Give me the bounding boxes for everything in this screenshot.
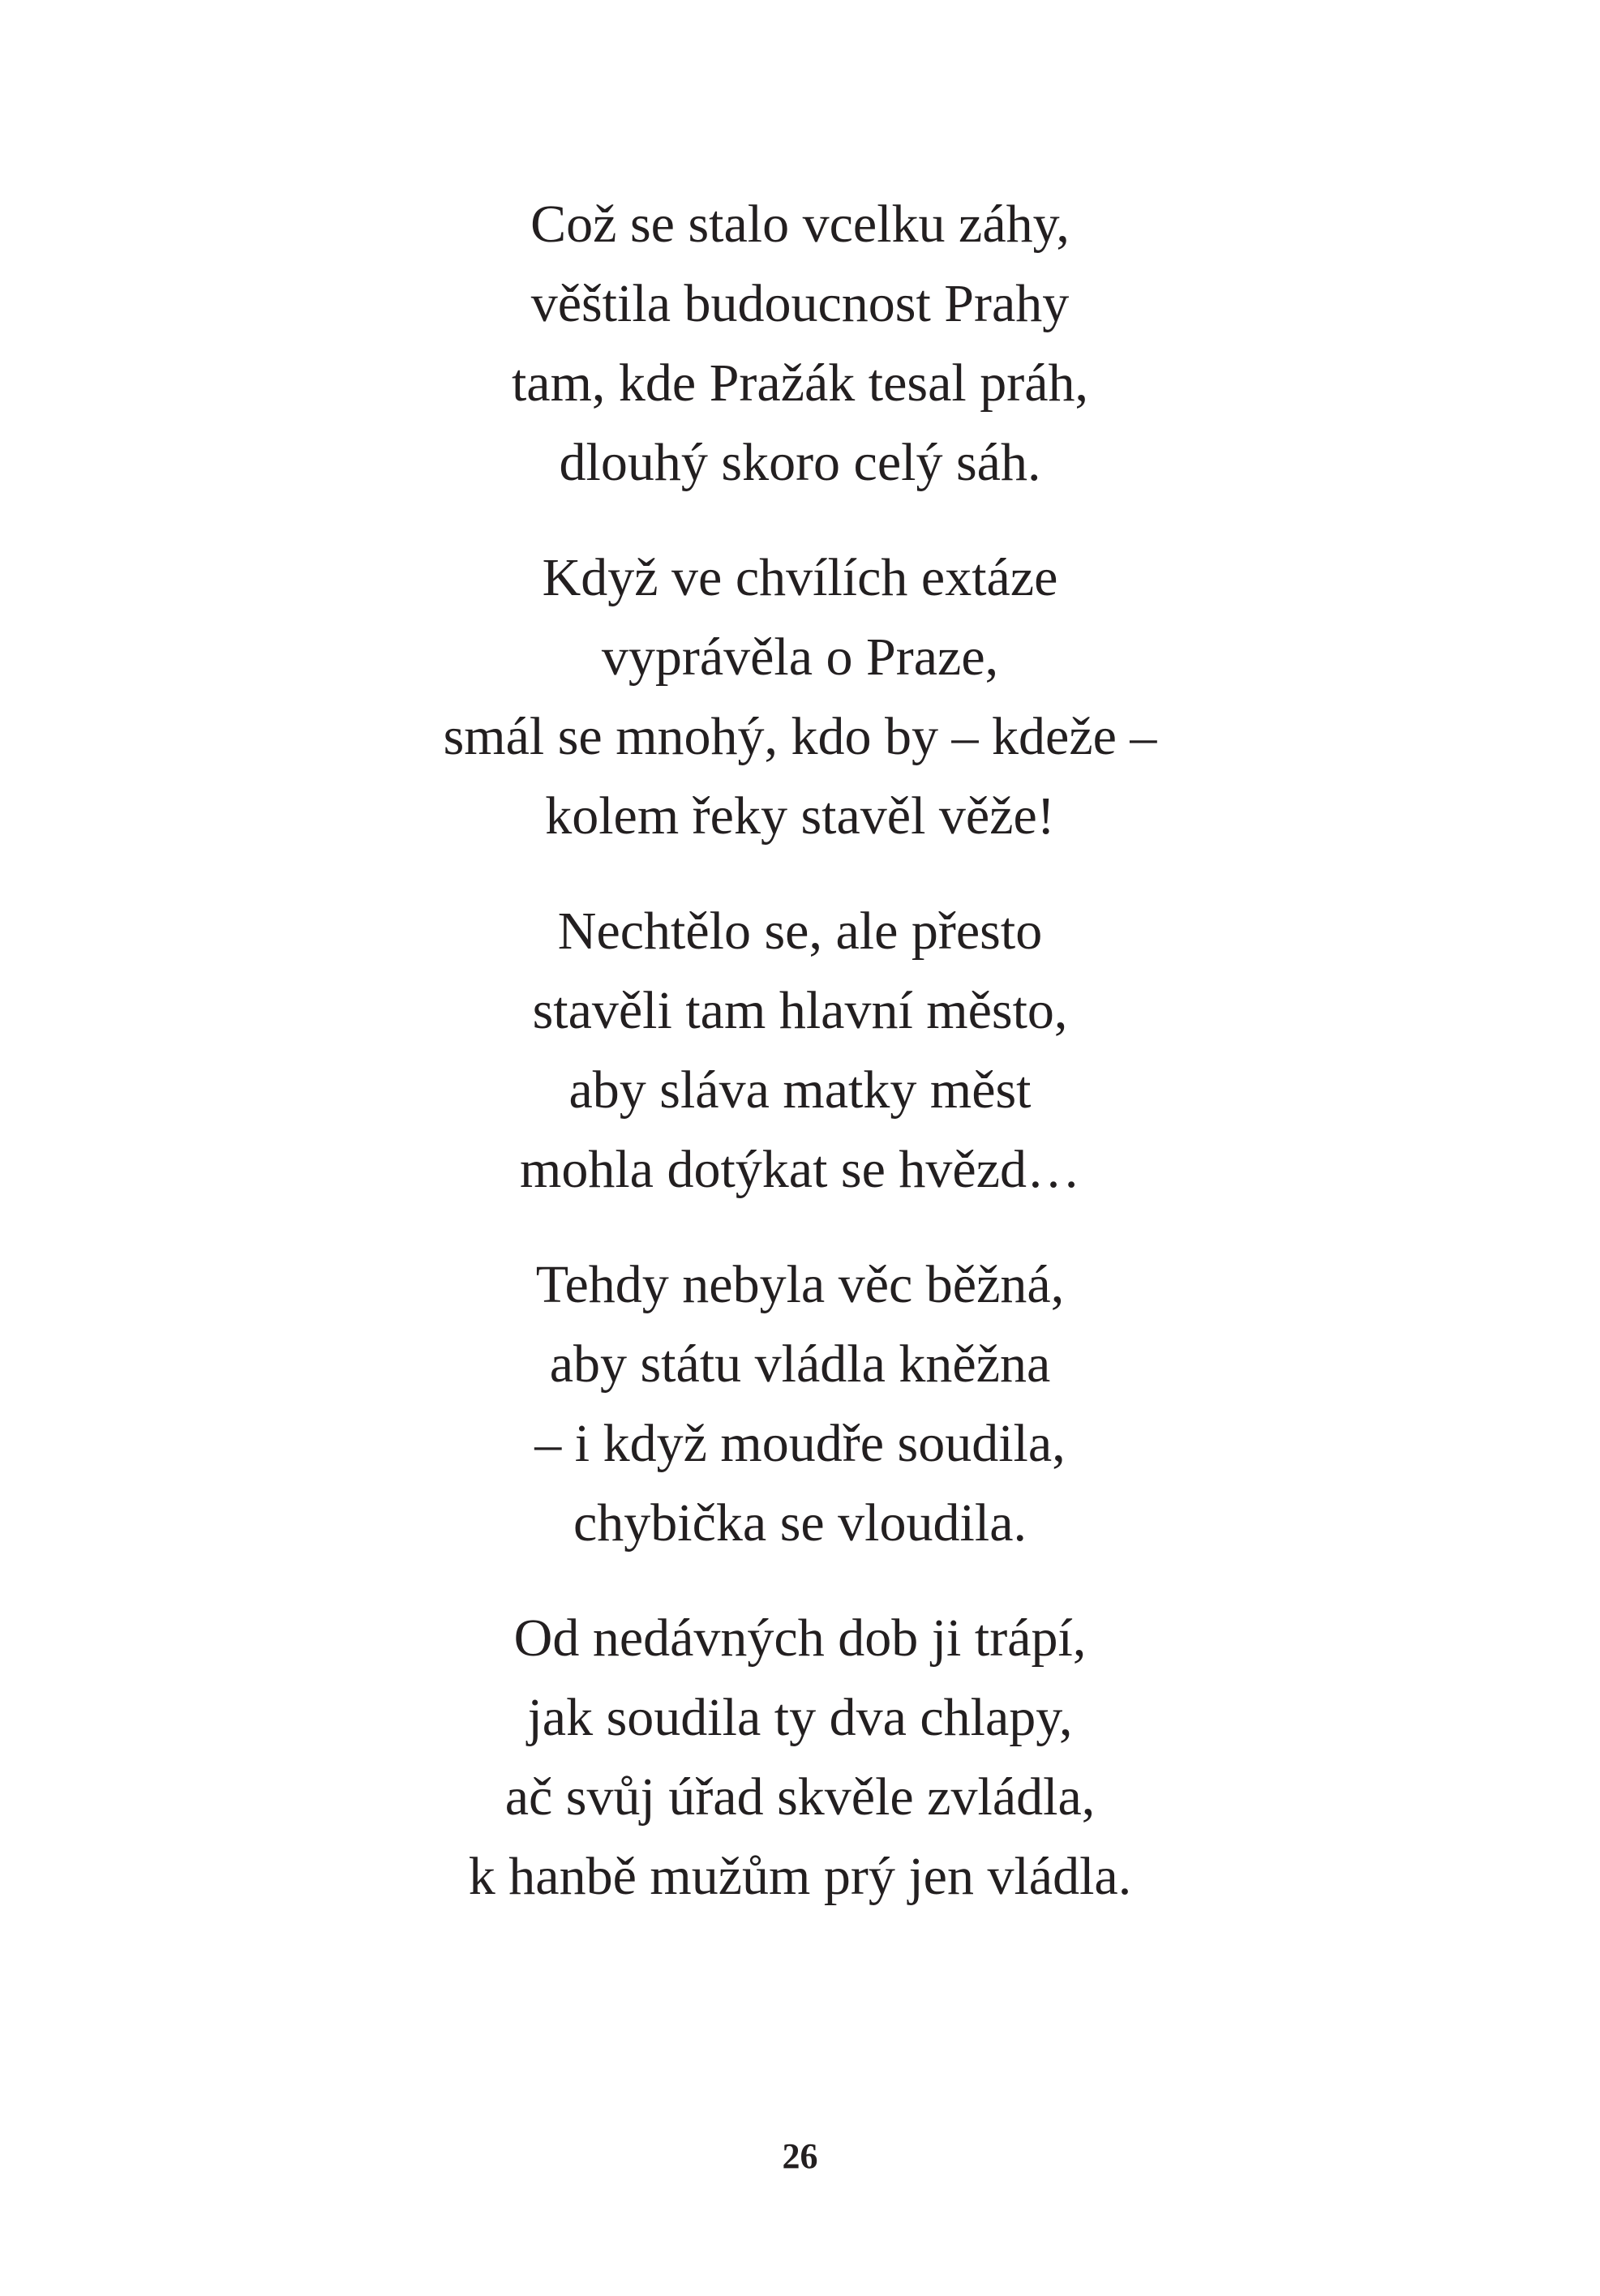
verse-line: aby sláva matky měst bbox=[568, 1060, 1032, 1120]
verse-line: kolem řeky stavěl věže! bbox=[545, 786, 1055, 846]
verse-line: Od nedávných dob ji trápí, bbox=[513, 1608, 1087, 1668]
verse-line: dlouhý skoro celý sáh. bbox=[559, 433, 1041, 492]
stanza-1 bbox=[0, 185, 1600, 503]
poem bbox=[0, 185, 1600, 1952]
verse-line: mohla dotýkat se hvězd… bbox=[519, 1140, 1080, 1199]
verse-line: Nechtělo se, ale přesto bbox=[557, 902, 1043, 961]
verse-line: věštila budoucnost Prahy bbox=[530, 274, 1070, 333]
verse-line: ač svůj úřad skvěle zvládla, bbox=[504, 1767, 1096, 1827]
stanza-3 bbox=[0, 892, 1600, 1210]
verse-line: Což se stalo vcelku záhy, bbox=[530, 195, 1070, 254]
verse-line: – i když moudře soudila, bbox=[534, 1414, 1066, 1473]
verse-line: chybička se vloudila. bbox=[573, 1493, 1027, 1553]
verse-line: k hanbě mužům prý jen vládla. bbox=[468, 1847, 1132, 1906]
verse-line: jak soudila ty dva chlapy, bbox=[527, 1688, 1073, 1747]
verse-line: Když ve chvílích extáze bbox=[542, 548, 1058, 607]
verse-line: vyprávěla o Praze, bbox=[601, 628, 999, 687]
verse-line: tam, kde Pražák tesal práh, bbox=[511, 353, 1089, 413]
stanza-2 bbox=[0, 538, 1600, 856]
verse-line: aby státu vládla kněžna bbox=[549, 1334, 1051, 1394]
stanza-5 bbox=[0, 1599, 1600, 1917]
verse-line: stavěli tam hlavní město, bbox=[532, 981, 1068, 1040]
stanza-4 bbox=[0, 1245, 1600, 1563]
page-number: 26 bbox=[782, 2136, 818, 2176]
verse-line: smál se mnohý, kdo by – kdeže – bbox=[443, 707, 1157, 766]
verse-line: Tehdy nebyla věc běžná, bbox=[535, 1255, 1065, 1314]
